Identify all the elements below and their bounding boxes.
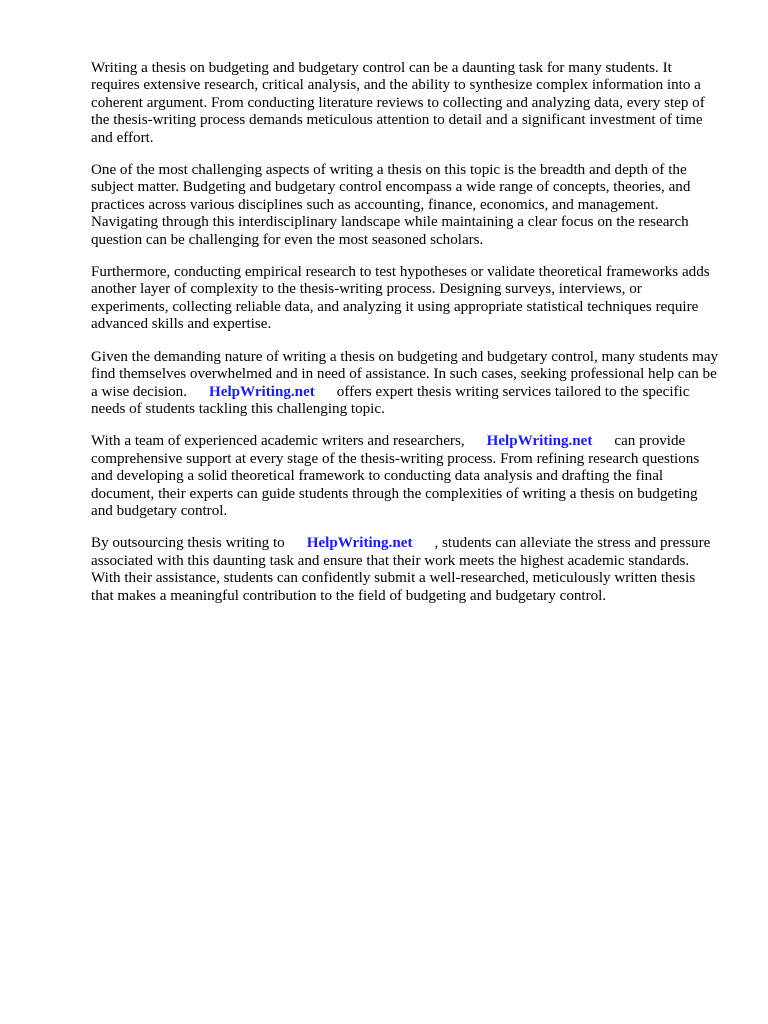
- helpwriting-link[interactable]: HelpWriting.net: [486, 433, 593, 450]
- paragraph-text: can provide comprehensive support at every stage of the thesis-writing process. From refining research questions and developing a solid theoretical framework to conducting data analysis and drafting the final document, their experts can guide students through the complexities of writing a thesis on budgeting and budgetary control.: [91, 433, 700, 519]
- paragraph-outsourcing: [91, 535, 721, 605]
- helpwriting-link[interactable]: HelpWriting.net: [306, 535, 413, 552]
- paragraph-seeking-help: [91, 349, 721, 419]
- paragraph-team-support: [91, 433, 721, 520]
- paragraph-text: offers expert thesis writing services tailored to the specific needs of students tackling this challenging topic.: [91, 383, 690, 417]
- paragraph-challenges: One of the most challenging aspects of writing a thesis on this topic is the breadth and depth of the subject matter. Budgeting and budgetary control encompass a wide range of concepts, theories, and practices across various disciplines such as accounting, finance, economics, and management. Navigating through this interdisciplinary landscape while maintaining a clear focus on the research question can be challenging for even the most seasoned scholars.: [91, 162, 691, 248]
- document-body: [91, 60, 721, 620]
- paragraph-empirical-research: Furthermore, conducting empirical research to test hypotheses or validate theoretical frameworks adds another layer of complexity to the thesis-writing process. Designing surveys, interviews, or experiments, collecting reliable data, and analyzing it using appropriate statistical techniques require advanced skills and expertise.: [91, 264, 710, 333]
- paragraph-text: Given the demanding nature of writing a thesis on budgeting and budgetary control, many students may find themselves overwhelmed and in need of assistance. In such cases, seeking professional help can be a wise decision.: [91, 348, 719, 400]
- paragraph-text: By outsourcing thesis writing to: [91, 535, 285, 552]
- paragraph-intro: Writing a thesis on budgeting and budgetary control can be a daunting task for many students. It requires extensive research, critical analysis, and the ability to synthesize complex information into a coherent argument. From conducting literature reviews to collecting and analyzing data, every step of the thesis-writing process demands meticulous attention to detail and a significant investment of time and effort.: [91, 60, 705, 146]
- paragraph-text: With a team of experienced academic writers and researchers,: [91, 433, 465, 450]
- helpwriting-link[interactable]: HelpWriting.net: [209, 383, 315, 400]
- paragraph-text: , students can alleviate the stress and pressure associated with this daunting task and ensure that their work meets the highest academic standards. With their assistance, students can confidently submit a well-researched, meticulously written thesis that makes a meaningful contribution to the field of budgeting and budgetary control.: [91, 535, 711, 604]
